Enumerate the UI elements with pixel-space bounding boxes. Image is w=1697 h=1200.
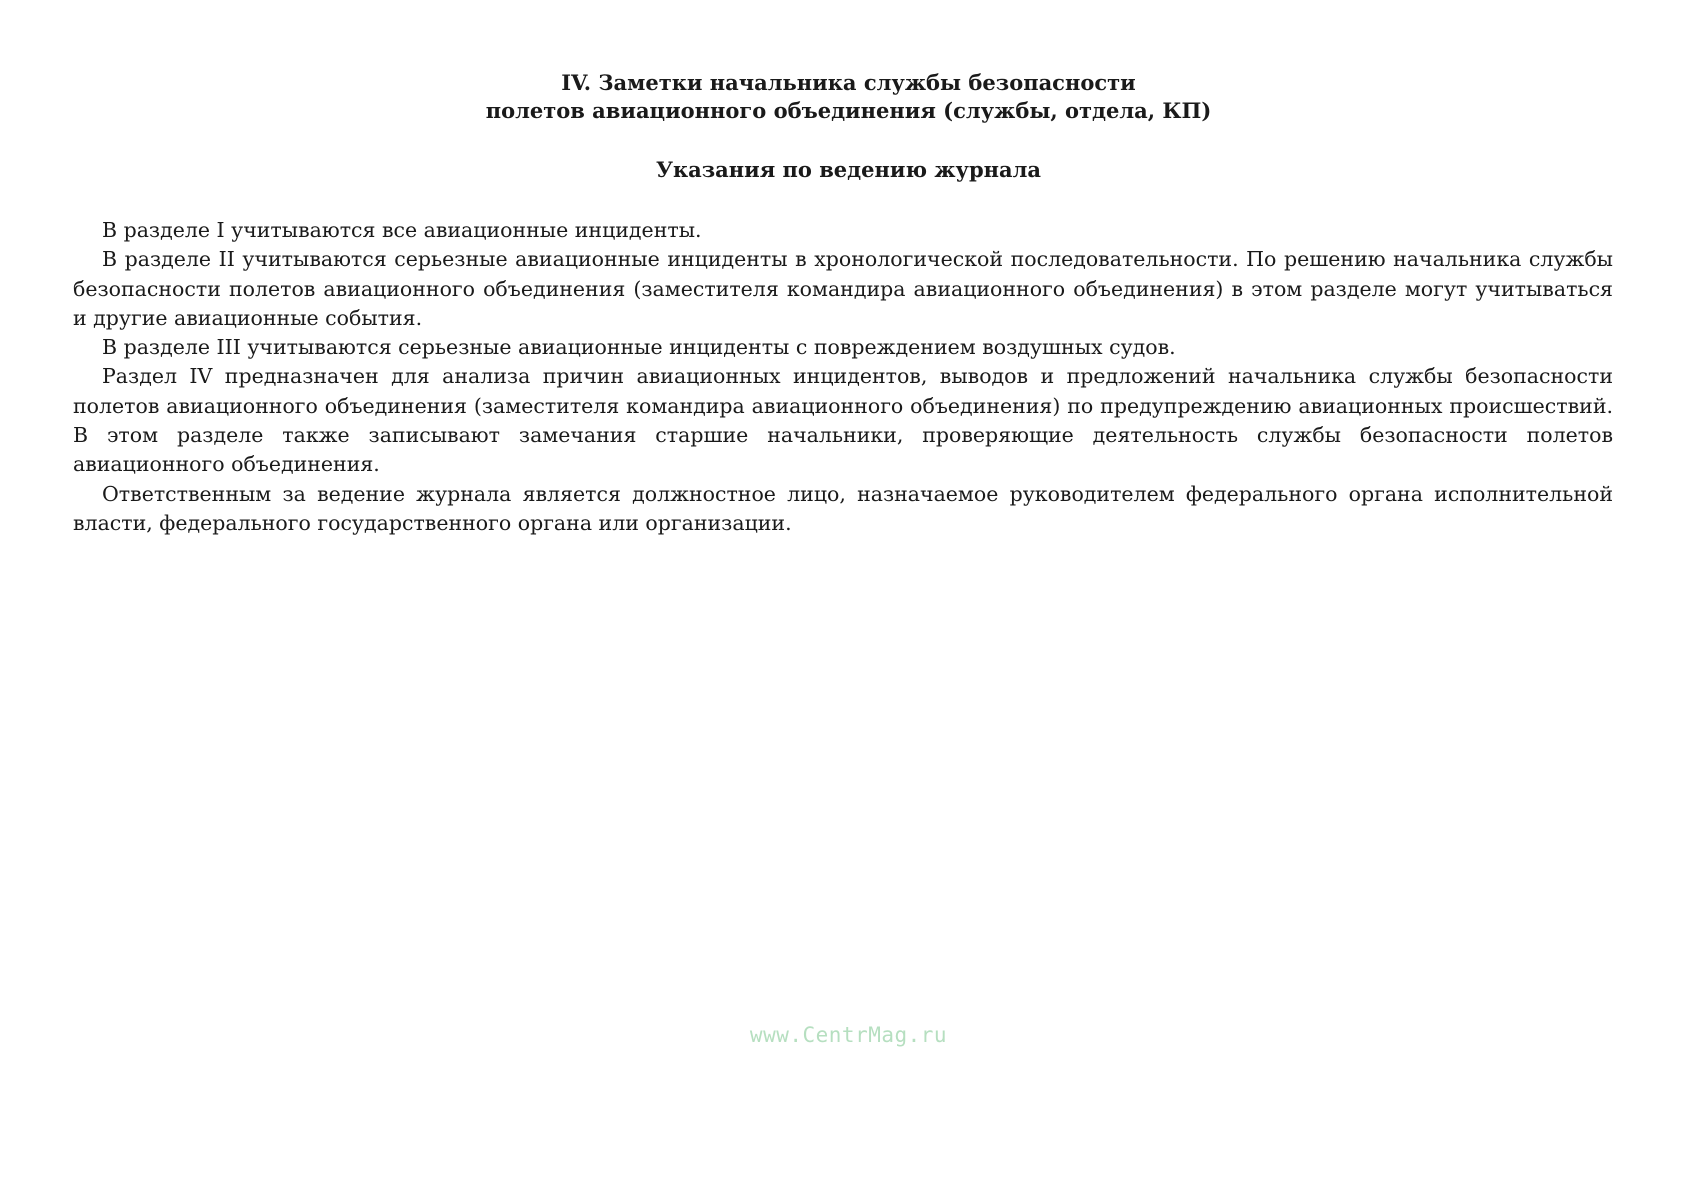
watermark: www.CentrMag.ru — [749, 1023, 948, 1047]
paragraph-section-3: В разделе III учитываются серьезные авиационные инциденты с повреждением воздушных судов. — [102, 335, 1176, 360]
instructions-heading: Указания по ведению журнала — [655, 157, 1042, 182]
paragraph-section-2: В разделе II учитываются серьезные авиационные инциденты в хронологической последовательности. По решению начальника службы безопасности полетов авиационного объединения (заместителя командира авиационного объединения) в этом разделе могут учитываться и другие авиационные события. — [73, 247, 1613, 330]
section-title-line-1: IV. Заметки начальника службы безопасности — [561, 70, 1136, 95]
paragraph-responsible: Ответственным за ведение журнала является должностное лицо, назначаемое руководителем федерального органа исполнительной власти, федерального государственного органа или организации. — [73, 481, 1613, 535]
paragraph-section-4: Раздел IV предназначен для анализа причин авиационных инцидентов, выводов и предложений начальника службы безопасности полетов авиационного объединения (заместителя командира авиационного объединения) по предупреждению авиационных происшествий. В этом разделе также записывают замечания старшие начальники, проверяющие деятельность службы безопасности полетов авиационного объединения. — [73, 364, 1613, 477]
instructions-body — [73, 216, 1613, 538]
paragraph-section-1: В разделе I учитываются все авиационные инциденты. — [102, 218, 702, 242]
section-title-line-2: полетов авиационного объединения (службы, отдела, КП) — [485, 98, 1212, 123]
